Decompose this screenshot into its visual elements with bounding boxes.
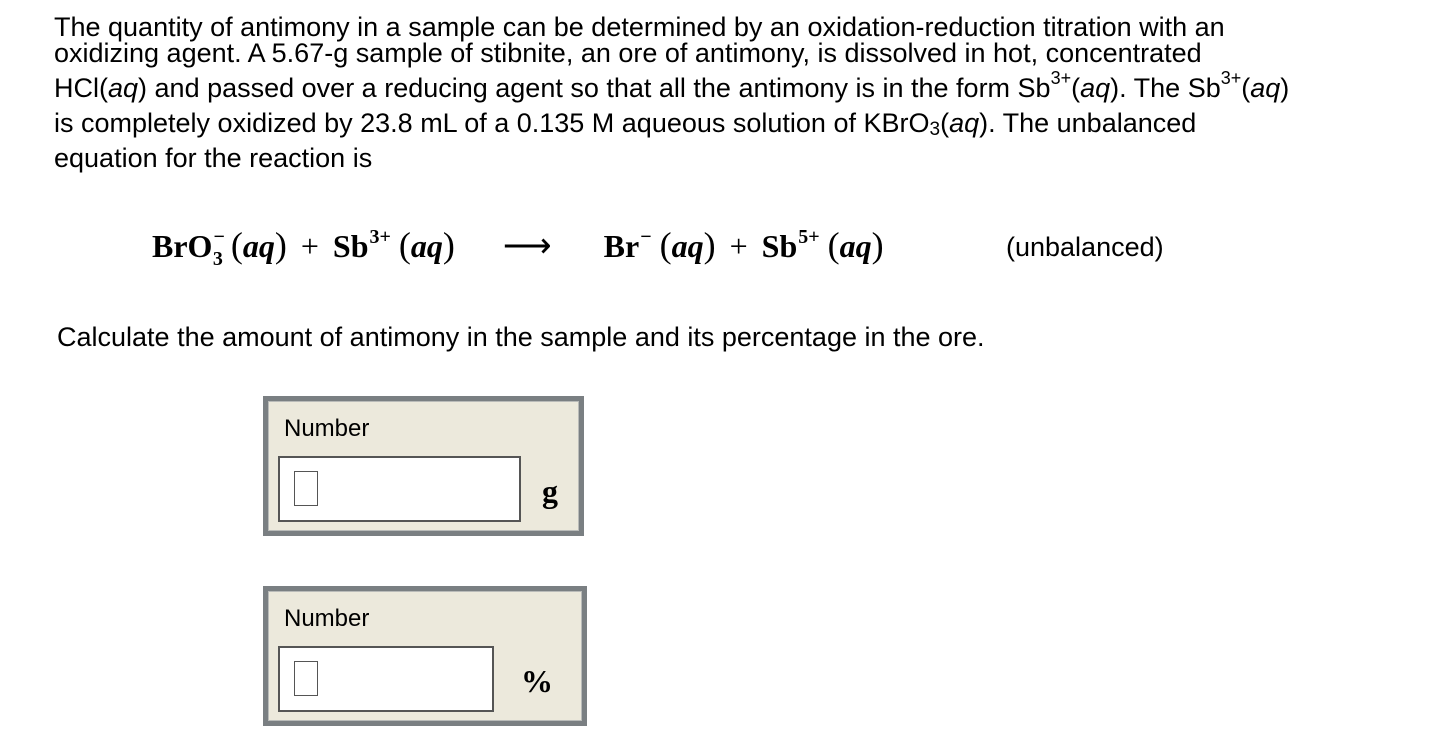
- unbalanced-note: (unbalanced): [1006, 232, 1164, 262]
- text-run: ). The Sb: [1110, 73, 1221, 103]
- phase-label: aq: [410, 228, 443, 264]
- text-run: ): [1280, 73, 1290, 103]
- text-run: HCl(: [54, 73, 108, 103]
- percent-input[interactable]: [278, 646, 494, 712]
- unit-label: %: [521, 663, 553, 699]
- paren-close: ): [871, 225, 884, 265]
- reaction-arrow: ⟶: [502, 228, 552, 265]
- answer-label: Number: [284, 605, 370, 632]
- antimony-charge: 3+: [369, 226, 391, 248]
- intro-line-2: oxidizing agent. A 5.67-g sample of stibnite, an ore of antimony, is dissolved in hot, concentrated: [54, 38, 1202, 68]
- intro-line-4: [54, 106, 1449, 141]
- paren-open: (: [827, 225, 840, 265]
- antimony-product-charge: 5+: [798, 226, 820, 248]
- paren-open: (: [398, 225, 411, 265]
- product-bromide: Br: [603, 228, 640, 264]
- charge-superscript: 3+: [1220, 68, 1242, 88]
- answer-panel-percent: [263, 586, 587, 726]
- question-text: Calculate the amount of antimony in the sample and its percentage in the ore.: [57, 322, 985, 352]
- paren-close: ): [442, 225, 455, 265]
- chemical-equation: [152, 224, 884, 272]
- input-cursor-box: [294, 661, 318, 696]
- phase-label: aq: [1080, 73, 1111, 103]
- bromate-charge: −: [213, 226, 225, 248]
- intro-line-5: equation for the reaction is: [54, 143, 373, 173]
- reactant-bromate: BrO: [152, 228, 213, 264]
- answer-panel-mass: [263, 396, 584, 536]
- input-cursor-box: [294, 471, 318, 506]
- phase-label: aq: [242, 228, 275, 264]
- phase-label: aq: [108, 73, 139, 103]
- mass-input[interactable]: [278, 456, 521, 522]
- intro-line-3: [54, 68, 1449, 106]
- phase-label: aq: [1250, 73, 1281, 103]
- text-run: (: [940, 108, 950, 138]
- product-antimony: Sb: [761, 228, 798, 264]
- plus-sign: +: [300, 228, 319, 264]
- phase-label: aq: [839, 228, 872, 264]
- text-run: (: [1241, 73, 1251, 103]
- problem-statement: [54, 10, 1449, 176]
- text-run: is completely oxidized by 23.8 mL of a 0.135 M aqueous solution of KBrO: [54, 108, 930, 138]
- intro-line-1: The quantity of antimony in a sample can be determined by an oxidation-reduction titration with an: [54, 12, 1225, 42]
- paren-open: (: [230, 225, 243, 265]
- text-run: (: [1071, 73, 1081, 103]
- unit-label: g: [542, 473, 558, 509]
- paren-close: ): [274, 225, 287, 265]
- subscript: 3: [929, 119, 941, 140]
- plus-sign: +: [729, 228, 748, 264]
- answer-label: Number: [284, 415, 370, 442]
- paren-open: (: [659, 225, 672, 265]
- text-run: ) and passed over a reducing agent so that all the antimony is in the form Sb: [138, 73, 1051, 103]
- phase-label: aq: [949, 108, 980, 138]
- text-run: ). The unbalanced: [979, 108, 1197, 138]
- phase-label: aq: [671, 228, 704, 264]
- paren-close: ): [703, 225, 716, 265]
- reactant-antimony: Sb: [332, 228, 369, 264]
- bromide-charge: −: [640, 226, 652, 248]
- bromate-subscript: 3: [212, 248, 223, 270]
- charge-superscript: 3+: [1050, 68, 1072, 88]
